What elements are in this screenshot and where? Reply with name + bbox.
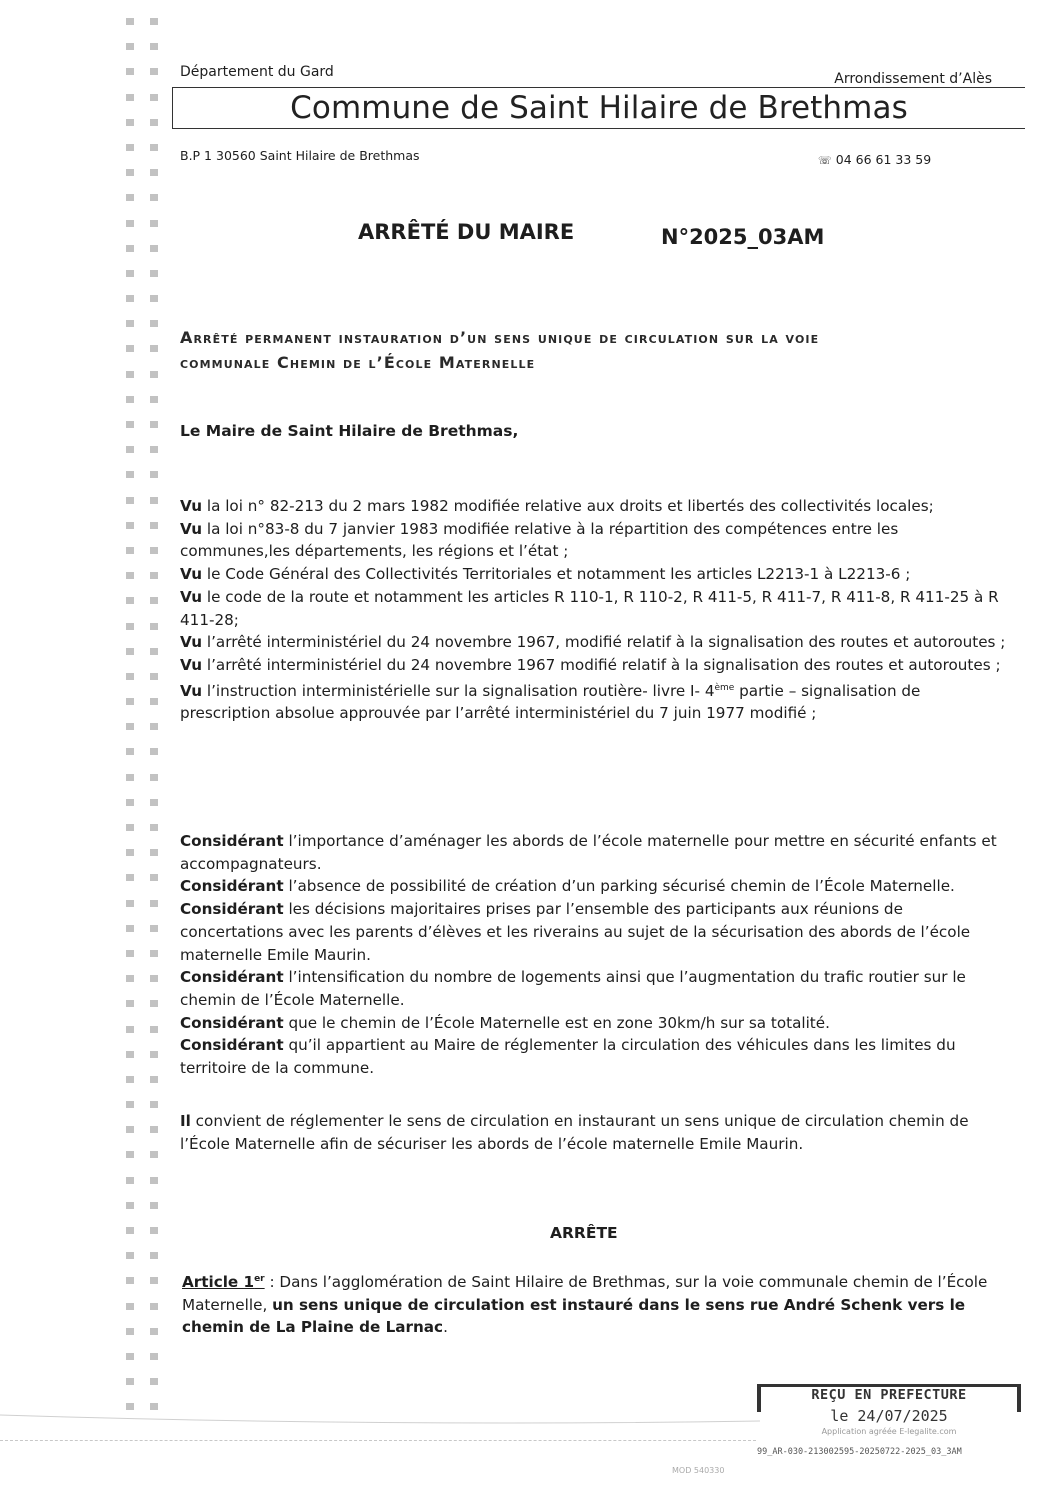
arrondissement-label: Arrondissement d’Alès xyxy=(834,71,992,87)
punch-hole-row xyxy=(122,589,162,614)
punch-hole-row xyxy=(122,640,162,665)
punch-hole xyxy=(150,824,158,831)
punch-hole-row xyxy=(122,438,162,463)
punch-hole xyxy=(150,623,158,630)
punch-hole xyxy=(126,144,134,151)
scan-artifact-curve xyxy=(0,1405,760,1435)
punch-hole-row xyxy=(122,615,162,640)
punch-hole xyxy=(126,270,134,277)
vu-item: Vu le code de la route et notamment les articles R 110-1, R 110-2, R 411-5, R 411-7, R 411-8, R 411-25 à R 411-28; xyxy=(180,587,999,629)
punch-hole-row xyxy=(122,1269,162,1294)
punch-hole-row xyxy=(122,1320,162,1345)
punch-hole xyxy=(150,698,158,705)
punch-hole xyxy=(126,421,134,428)
punch-hole-row xyxy=(122,161,162,186)
punch-hole xyxy=(150,471,158,478)
punch-hole xyxy=(150,673,158,680)
punch-hole-row xyxy=(122,816,162,841)
punch-hole-row xyxy=(122,463,162,488)
punch-hole xyxy=(150,119,158,126)
punch-hole-row xyxy=(122,1370,162,1395)
punch-hole xyxy=(150,320,158,327)
vu-section xyxy=(180,495,1010,725)
punch-hole xyxy=(126,572,134,579)
punch-hole xyxy=(126,245,134,252)
punch-hole xyxy=(126,471,134,478)
punch-hole xyxy=(126,220,134,227)
punch-hole xyxy=(150,1151,158,1158)
punch-hole-row xyxy=(122,892,162,917)
punch-hole xyxy=(126,1277,134,1284)
punch-hole-row xyxy=(122,186,162,211)
punch-hole-row xyxy=(122,1068,162,1093)
punch-hole xyxy=(150,950,158,957)
punch-hole xyxy=(126,1126,134,1133)
punch-hole xyxy=(150,1051,158,1058)
punch-hole-row xyxy=(122,866,162,891)
acte-identifier: 99_AR-030-213002595-20250722-2025_03_3AM xyxy=(757,1447,962,1457)
arrete-title: ARRÊTÉ DU MAIRE xyxy=(358,220,575,244)
phone-icon: ☏ xyxy=(818,154,832,167)
punch-hole xyxy=(150,1378,158,1385)
stamp-date: le 24/07/2025 xyxy=(830,1407,948,1425)
punch-hole-row xyxy=(122,539,162,564)
considerant-item: Considérant qu’il appartient au Maire de réglementer la circulation des véhicules dans les limites du territoire de la commune. xyxy=(180,1036,956,1078)
article-1-label: Article 1er xyxy=(182,1273,265,1292)
punch-hole xyxy=(126,371,134,378)
punch-hole xyxy=(126,396,134,403)
punch-hole xyxy=(126,169,134,176)
vu-item: Vu la loi n° 82-213 du 2 mars 1982 modifiée relative aux droits et libertés des collectivités locales; xyxy=(180,497,934,515)
punch-hole xyxy=(126,723,134,730)
punch-hole-row xyxy=(122,262,162,287)
punch-hole xyxy=(150,1202,158,1209)
punch-hole xyxy=(150,371,158,378)
punch-hole xyxy=(126,43,134,50)
punch-hole xyxy=(150,94,158,101)
punch-hole xyxy=(150,169,158,176)
commune-title-box xyxy=(172,87,1025,129)
punch-hole xyxy=(150,547,158,554)
stamp-recu: REÇU EN PREFECTURE xyxy=(811,1387,967,1403)
phone-value: 04 66 61 33 59 xyxy=(835,152,932,167)
punch-hole-row xyxy=(122,1118,162,1143)
punch-hole-row xyxy=(122,413,162,438)
punch-hole xyxy=(150,68,158,75)
punch-hole-row xyxy=(122,60,162,85)
punch-hole-row xyxy=(122,237,162,262)
phone-number xyxy=(818,152,931,167)
postal-address: B.P 1 30560 Saint Hilaire de Brethmas xyxy=(180,148,420,163)
punch-hole xyxy=(126,597,134,604)
punch-hole xyxy=(150,1177,158,1184)
punch-hole xyxy=(126,1378,134,1385)
arrete-object xyxy=(180,325,1000,375)
punch-hole xyxy=(150,1101,158,1108)
punch-hole xyxy=(150,1252,158,1259)
punch-hole xyxy=(126,1026,134,1033)
punch-hole xyxy=(150,446,158,453)
punch-hole-row xyxy=(122,1244,162,1269)
punch-hole xyxy=(126,623,134,630)
punch-hole xyxy=(126,1076,134,1083)
punch-hole xyxy=(150,1000,158,1007)
punch-hole xyxy=(126,68,134,75)
punch-hole xyxy=(126,1303,134,1310)
punch-hole xyxy=(150,144,158,151)
vu-item: Vu l’instruction interministérielle sur la signalisation routière- livre I- 4ème partie – signalisation de prescription absolue approuvée par l’arrêté interministériel du 7 juin 1977 modifié ; xyxy=(180,681,921,723)
punch-hole xyxy=(126,874,134,881)
punch-hole-row xyxy=(122,312,162,337)
punch-hole xyxy=(150,900,158,907)
punch-hole xyxy=(150,497,158,504)
punch-hole xyxy=(150,522,158,529)
punch-hole xyxy=(150,925,158,932)
punch-hole xyxy=(150,975,158,982)
punch-hole xyxy=(150,1227,158,1234)
departement-label: Département du Gard xyxy=(180,64,334,80)
punch-hole xyxy=(126,320,134,327)
punch-hole-row xyxy=(122,917,162,942)
punch-hole xyxy=(126,119,134,126)
punch-hole xyxy=(126,925,134,932)
punch-hole xyxy=(150,748,158,755)
punch-hole xyxy=(126,799,134,806)
punch-hole xyxy=(150,572,158,579)
punch-hole-row xyxy=(122,564,162,589)
considerant-section xyxy=(180,830,1010,1080)
considerant-item: Considérant l’absence de possibilité de création d’un parking sécurisé chemin de l’École Maternelle. xyxy=(180,877,955,896)
punch-hole xyxy=(126,698,134,705)
punch-hole-row xyxy=(122,1043,162,1068)
punch-hole-row xyxy=(122,740,162,765)
punch-hole-row xyxy=(122,1194,162,1219)
punch-hole-row xyxy=(122,35,162,60)
considerant-item: Considérant que le chemin de l’École Maternelle est en zone 30km/h sur sa totalité. xyxy=(180,1013,830,1032)
punch-hole xyxy=(150,43,158,50)
maire-heading: Le Maire de Saint Hilaire de Brethmas, xyxy=(180,422,519,440)
punch-hole xyxy=(126,1101,134,1108)
punch-hole xyxy=(126,497,134,504)
footer-code: MOD 540330 xyxy=(672,1466,725,1475)
punch-hole xyxy=(126,774,134,781)
punch-hole xyxy=(150,774,158,781)
punch-hole xyxy=(126,748,134,755)
punch-hole xyxy=(126,1202,134,1209)
punch-hole xyxy=(126,1151,134,1158)
vu-item: Vu l’arrêté interministériel du 24 novembre 1967 modifié relatif à la signalisation des routes et autoroutes ; xyxy=(180,655,1001,674)
punch-hole xyxy=(126,1328,134,1335)
punch-hole-row xyxy=(122,690,162,715)
punch-hole xyxy=(150,295,158,302)
punch-hole-row xyxy=(122,766,162,791)
punch-hole-row xyxy=(122,363,162,388)
punch-hole xyxy=(150,421,158,428)
punch-hole xyxy=(150,1026,158,1033)
stamp-application: Application agréée E-legalite.com xyxy=(821,1427,957,1436)
object-line-1: Arrêté permanent instauration d’un sens unique de circulation sur la voie xyxy=(180,328,820,347)
punch-hole-row xyxy=(122,1169,162,1194)
punch-hole-row xyxy=(122,388,162,413)
punch-hole-row xyxy=(122,791,162,816)
punch-hole xyxy=(150,849,158,856)
punch-hole-row xyxy=(122,841,162,866)
punch-hole-row xyxy=(122,86,162,111)
punch-hole xyxy=(150,345,158,352)
article-1: Article 1er : Dans l’agglomération de Saint Hilaire de Brethmas, sur la voie communale chemin de l’École Maternelle, un sens unique de circulation est instauré dans le sens rue André Schenk vers le chemin de La Plaine de Larnac. xyxy=(182,1273,988,1337)
punch-hole xyxy=(126,673,134,680)
punch-hole xyxy=(150,270,158,277)
punch-hole-row xyxy=(122,1345,162,1370)
punch-hole xyxy=(126,1227,134,1234)
considerant-item: Considérant l’intensification du nombre de logements ainsi que l’augmentation du trafic routier sur le chemin de l’École Maternelle. xyxy=(180,968,966,1009)
punch-hole xyxy=(126,975,134,982)
arrete-heading: ARRÊTE xyxy=(550,1224,618,1242)
punch-hole xyxy=(126,18,134,25)
considerant-item: Considérant les décisions majoritaires prises par l’ensemble des participants aux réunions de concertations avec les parents d’élèves et les riverains au sujet de la sécurisation des abords de l’école maternelle Emile Maurin. xyxy=(180,900,971,964)
punch-hole xyxy=(150,1076,158,1083)
commune-title: Commune de Saint Hilaire de Brethmas xyxy=(290,90,908,126)
punch-hole-row xyxy=(122,212,162,237)
punch-hole xyxy=(150,220,158,227)
punch-hole-row xyxy=(122,942,162,967)
punch-hole xyxy=(150,597,158,604)
punch-hole xyxy=(150,396,158,403)
punch-hole-row xyxy=(122,967,162,992)
punch-hole-row xyxy=(122,1018,162,1043)
punch-hole-row xyxy=(122,992,162,1017)
punch-hole-row xyxy=(122,489,162,514)
prefecture-stamp xyxy=(757,1382,1021,1436)
punch-hole-row xyxy=(122,1219,162,1244)
punch-hole-row xyxy=(122,337,162,362)
punch-hole xyxy=(126,1252,134,1259)
vu-item: Vu la loi n°83-8 du 7 janvier 1983 modifiée relative à la répartition des compétences entre les communes,les départements, les régions et l’état ; xyxy=(180,519,899,561)
punch-hole xyxy=(126,522,134,529)
punch-hole xyxy=(150,18,158,25)
vu-item: Vu l’arrêté interministériel du 24 novembre 1967, modifié relatif à la signalisation des routes et autoroutes ; xyxy=(180,633,1006,652)
punch-hole xyxy=(150,723,158,730)
punch-hole-row xyxy=(122,514,162,539)
punch-hole xyxy=(150,1126,158,1133)
punch-hole-row xyxy=(122,1093,162,1118)
punch-hole-row xyxy=(122,10,162,35)
punch-holes xyxy=(122,10,162,1421)
arrete-number: N°2025_03AM xyxy=(661,225,825,249)
punch-hole xyxy=(150,1277,158,1284)
punch-hole xyxy=(126,1000,134,1007)
punch-hole xyxy=(126,446,134,453)
vu-item: Vu le Code Général des Collectivités Territoriales et notamment les articles L2213-1 à L2213-6 ; xyxy=(180,565,911,584)
punch-hole xyxy=(150,1328,158,1335)
punch-hole xyxy=(150,648,158,655)
punch-hole xyxy=(150,245,158,252)
punch-hole-row xyxy=(122,287,162,312)
convient-paragraph: Il convient de réglementer le sens de circulation en instaurant un sens unique de circulation chemin de l’École Maternelle afin de sécuriser les abords de l’école maternelle Emile Maurin. xyxy=(180,1112,969,1153)
punch-hole xyxy=(126,1353,134,1360)
punch-hole xyxy=(126,547,134,554)
punch-hole xyxy=(150,1303,158,1310)
scan-artifact-dash xyxy=(0,1440,756,1441)
punch-hole xyxy=(150,1353,158,1360)
punch-hole-row xyxy=(122,1143,162,1168)
punch-hole-row xyxy=(122,1295,162,1320)
punch-hole xyxy=(150,194,158,201)
punch-hole xyxy=(126,900,134,907)
punch-hole xyxy=(126,295,134,302)
punch-hole xyxy=(150,799,158,806)
punch-hole xyxy=(126,849,134,856)
punch-hole-row xyxy=(122,665,162,690)
punch-hole xyxy=(126,824,134,831)
punch-hole xyxy=(126,950,134,957)
punch-hole xyxy=(126,94,134,101)
punch-hole xyxy=(126,345,134,352)
punch-hole-row xyxy=(122,136,162,161)
punch-hole-row xyxy=(122,111,162,136)
object-line-2: communale Chemin de l’École Maternelle xyxy=(180,353,536,372)
punch-hole xyxy=(126,1177,134,1184)
punch-hole-row xyxy=(122,715,162,740)
punch-hole xyxy=(126,194,134,201)
punch-hole xyxy=(126,1051,134,1058)
punch-hole xyxy=(126,648,134,655)
punch-hole xyxy=(150,874,158,881)
considerant-item: Considérant l’importance d’aménager les abords de l’école maternelle pour mettre en sécurité enfants et accompagnateurs. xyxy=(180,832,997,873)
